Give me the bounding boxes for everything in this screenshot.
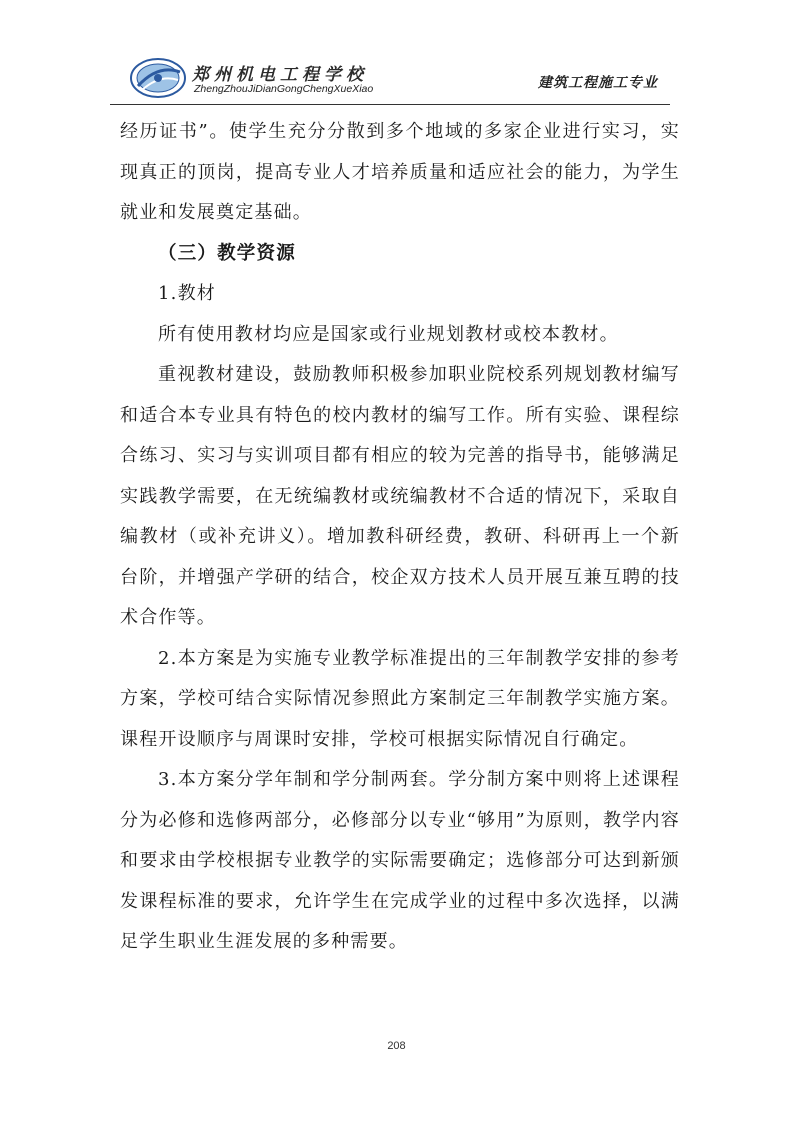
paragraph-textbook-construction: 重视教材建设，鼓励教师积极参加职业院校系列规划教材编写和适合本专业具有特色的校内教材的编写工作。所有实验、课程综合练习、实习与实训项目都有相应的较为完善的指导书，能够满足实践教学需要，在无统编教材或统编教材不合适的情况下，采取自编教材（或补充讲义）。增加教科研经费，教研、科研再上一个新台阶，并增强产学研的结合，校企双方技术人员开展互兼互聘的技术合作等。 (120, 364, 680, 628)
item-heading-textbooks: 1.教材 (158, 283, 216, 304)
school-name-en: ZhengZhouJiDianGongChengXueXiao (194, 83, 374, 95)
header-divider (110, 104, 670, 105)
paragraph-textbook-requirement: 所有使用教材均应是国家或行业规划教材或校本教材。 (158, 323, 619, 345)
paragraph-credit-system: 3.本方案分学年制和学分制两套。学分制方案中则将上述课程分为必修和选修两部分，必修部分以专业“够用”为原则，教学内容和要求由学校根据专业教学的实际需要确定；选修部分可达到新颁发课程标准的要求，允许学生在完成学业的过程中多次选择，以满足学生职业生涯发展的多种需要。 (120, 769, 680, 952)
school-emblem-icon (128, 56, 188, 100)
page-number: 208 (387, 1040, 406, 1052)
paragraph-reference-plan: 2.本方案是为实施专业教学标准提出的三年制教学安排的参考方案，学校可结合实际情况参照此方案制定三年制教学实施方案。课程开设顺序与周课时安排，学校可根据实际情况自行确定。 (120, 647, 680, 750)
section-heading: （三）教学资源 (158, 242, 296, 264)
major-title: 建筑工程施工专业 (538, 75, 658, 91)
school-name-cn: 郑州机电工程学校 (192, 65, 368, 85)
page-header (110, 52, 710, 104)
document-body (120, 112, 680, 963)
paragraph-continuation: 经历证书”。使学生充分分散到多个地域的多家企业进行实习，实现真正的顶岗，提高专业人才培养质量和适应社会的能力，为学生就业和发展奠定基础。 (120, 121, 680, 223)
